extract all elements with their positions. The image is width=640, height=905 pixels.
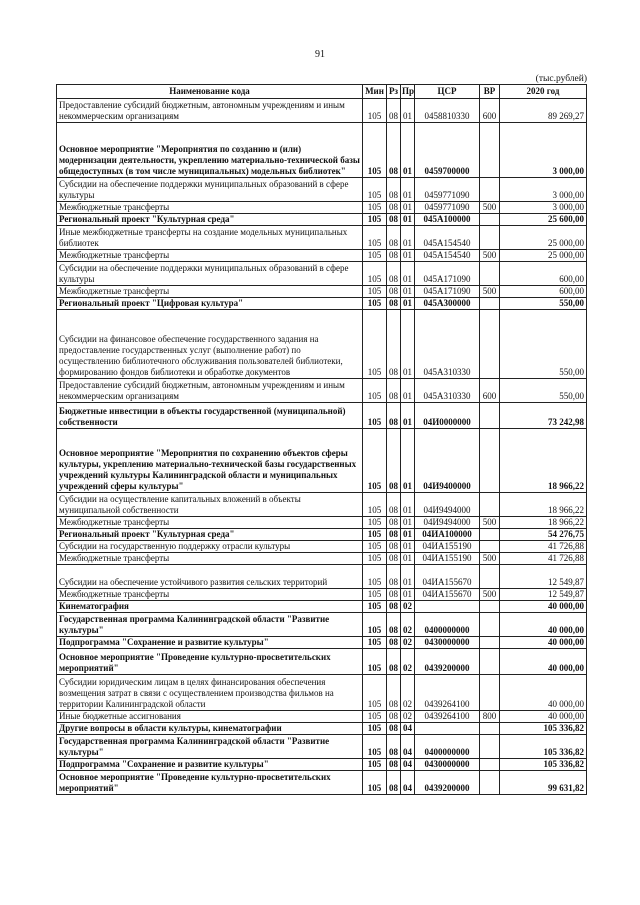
row-min: 105	[363, 675, 387, 711]
row-min: 105	[363, 403, 387, 429]
row-min: 105	[363, 493, 387, 517]
col-header-year: 2020 год	[500, 85, 587, 99]
row-vr	[480, 675, 500, 711]
table-row	[57, 565, 587, 589]
row-amount: 89 269,27	[500, 99, 587, 123]
row-amount: 12 549,87	[500, 565, 587, 589]
row-pr: 01	[401, 298, 415, 310]
row-rz: 08	[387, 517, 401, 529]
row-rz: 08	[387, 711, 401, 723]
row-csr: 0400000000	[415, 613, 480, 637]
row-vr	[480, 123, 500, 178]
col-header-name: Наименование кода	[57, 85, 363, 99]
row-pr: 04	[401, 723, 415, 735]
row-pr: 01	[401, 286, 415, 298]
row-name: Межбюджетные трансферты	[57, 517, 363, 529]
table-row	[57, 286, 587, 298]
row-rz: 08	[387, 541, 401, 553]
table-row	[57, 493, 587, 517]
row-name: Субсидии на финансовое обеспечение государственного задания на предоставление государственных услуг (выполнение работ) по осуществлению библиотечного обслуживания пользователей библиотеки, формированию фондов библиотеки и обработке документов	[57, 310, 363, 379]
row-min: 105	[363, 214, 387, 226]
col-header-vr: ВР	[480, 85, 500, 99]
row-vr: 500	[480, 589, 500, 601]
row-name: Субсидии на осуществление капитальных вложений в объекты муниципальной собственности	[57, 493, 363, 517]
row-pr: 01	[401, 214, 415, 226]
row-vr	[480, 735, 500, 759]
row-min: 105	[363, 379, 387, 403]
row-name: Бюджетные инвестиции в объекты государственной (муниципальной) собственности	[57, 403, 363, 429]
row-csr: 0430000000	[415, 637, 480, 649]
row-min: 105	[363, 649, 387, 675]
row-name: Иные межбюджетные трансферты на создание модельных муниципальных библиотек	[57, 226, 363, 250]
table-row	[57, 541, 587, 553]
row-vr: 600	[480, 99, 500, 123]
row-amount: 18 966,22	[500, 517, 587, 529]
row-pr: 02	[401, 637, 415, 649]
row-amount: 54 276,75	[500, 529, 587, 541]
row-min: 105	[363, 517, 387, 529]
row-vr: 500	[480, 202, 500, 214]
table-row	[57, 759, 587, 771]
row-pr: 01	[401, 529, 415, 541]
row-min: 105	[363, 613, 387, 637]
row-rz: 08	[387, 202, 401, 214]
row-vr	[480, 429, 500, 493]
row-amount: 550,00	[500, 310, 587, 379]
row-min: 105	[363, 723, 387, 735]
row-amount: 105 336,82	[500, 723, 587, 735]
row-amount: 3 000,00	[500, 202, 587, 214]
row-amount: 40 000,00	[500, 637, 587, 649]
row-vr	[480, 541, 500, 553]
row-amount: 40 000,00	[500, 613, 587, 637]
row-rz: 08	[387, 298, 401, 310]
row-csr: 04ИА155670	[415, 589, 480, 601]
row-vr	[480, 601, 500, 613]
row-vr: 500	[480, 250, 500, 262]
row-amount: 18 966,22	[500, 493, 587, 517]
row-amount: 3 000,00	[500, 178, 587, 202]
row-name: Межбюджетные трансферты	[57, 250, 363, 262]
row-pr: 01	[401, 517, 415, 529]
row-amount: 550,00	[500, 298, 587, 310]
row-csr: 0439200000	[415, 771, 480, 795]
row-csr: 0458810330	[415, 99, 480, 123]
row-csr: 0439264100	[415, 711, 480, 723]
row-vr	[480, 565, 500, 589]
row-pr: 01	[401, 178, 415, 202]
row-vr	[480, 771, 500, 795]
row-min: 105	[363, 601, 387, 613]
row-amount: 40 000,00	[500, 601, 587, 613]
row-pr: 01	[401, 226, 415, 250]
row-rz: 08	[387, 675, 401, 711]
row-rz: 08	[387, 723, 401, 735]
row-rz: 08	[387, 553, 401, 565]
row-csr: 0459771090	[415, 202, 480, 214]
row-vr: 500	[480, 553, 500, 565]
row-rz: 08	[387, 250, 401, 262]
row-name: Основное мероприятие "Мероприятия по созданию и (или) модернизации деятельности, укреплению материально-технической базы общедоступных (в том числе муниципальных) модельных библиотек"	[57, 123, 363, 178]
row-pr: 01	[401, 123, 415, 178]
row-pr: 01	[401, 493, 415, 517]
row-name: Кинематография	[57, 601, 363, 613]
row-rz: 08	[387, 759, 401, 771]
row-min: 105	[363, 178, 387, 202]
table-row	[57, 202, 587, 214]
row-amount: 40 000,00	[500, 675, 587, 711]
row-pr: 02	[401, 675, 415, 711]
row-rz: 08	[387, 735, 401, 759]
col-header-pr: Пр	[401, 85, 415, 99]
row-csr: 045A171090	[415, 262, 480, 286]
table-row	[57, 529, 587, 541]
table-row	[57, 553, 587, 565]
row-vr: 800	[480, 711, 500, 723]
row-rz: 08	[387, 637, 401, 649]
row-csr: 0400000000	[415, 735, 480, 759]
row-min: 105	[363, 735, 387, 759]
units-label: (тыс.рублей)	[535, 74, 587, 84]
table-row	[57, 613, 587, 637]
table-row	[57, 711, 587, 723]
row-amount: 41 726,88	[500, 541, 587, 553]
row-pr: 04	[401, 771, 415, 795]
row-rz: 08	[387, 178, 401, 202]
row-rz: 08	[387, 214, 401, 226]
row-amount: 600,00	[500, 262, 587, 286]
row-vr	[480, 723, 500, 735]
row-csr: 04И0000000	[415, 403, 480, 429]
row-min: 105	[363, 310, 387, 379]
row-name: Другие вопросы в области культуры, кинематографии	[57, 723, 363, 735]
row-pr: 02	[401, 711, 415, 723]
col-header-rz: Рз	[387, 85, 401, 99]
row-name: Субсидии юридическим лицам в целях финансирования обеспечения возмещения затрат в связи с осуществлением производства фильмов на территории Калининградской области	[57, 675, 363, 711]
row-csr: 045A154540	[415, 226, 480, 250]
row-name: Субсидии на обеспечение поддержки муниципальных образований в сфере культуры	[57, 262, 363, 286]
table-row	[57, 589, 587, 601]
row-name: Подпрограмма "Сохранение и развитие культуры"	[57, 637, 363, 649]
row-rz: 08	[387, 565, 401, 589]
budget-table	[56, 84, 587, 795]
row-pr: 02	[401, 601, 415, 613]
row-vr	[480, 637, 500, 649]
row-vr	[480, 226, 500, 250]
row-pr: 04	[401, 759, 415, 771]
row-rz: 08	[387, 262, 401, 286]
row-csr: 045A310330	[415, 379, 480, 403]
row-csr: 045A310330	[415, 310, 480, 379]
row-csr	[415, 601, 480, 613]
row-vr	[480, 262, 500, 286]
table-row	[57, 723, 587, 735]
row-pr: 01	[401, 250, 415, 262]
row-name: Предоставление субсидий бюджетным, автономным учреждениям и иным некоммерческим организациям	[57, 99, 363, 123]
row-csr: 045A171090	[415, 286, 480, 298]
row-vr	[480, 214, 500, 226]
row-rz: 08	[387, 310, 401, 379]
col-header-min: Мин	[363, 85, 387, 99]
row-min: 105	[363, 429, 387, 493]
table-row	[57, 262, 587, 286]
row-amount: 3 000,00	[500, 123, 587, 178]
row-pr: 01	[401, 403, 415, 429]
row-amount: 105 336,82	[500, 735, 587, 759]
row-name: Иные бюджетные ассигнования	[57, 711, 363, 723]
row-amount: 25 000,00	[500, 250, 587, 262]
row-amount: 25 600,00	[500, 214, 587, 226]
row-pr: 01	[401, 379, 415, 403]
row-csr: 04И9400000	[415, 429, 480, 493]
table-header-row	[57, 85, 587, 99]
row-min: 105	[363, 553, 387, 565]
row-vr	[480, 403, 500, 429]
table-row	[57, 123, 587, 178]
row-pr: 02	[401, 613, 415, 637]
row-csr: 04ИА155190	[415, 553, 480, 565]
table-body	[57, 99, 587, 795]
row-csr: 04ИА155190	[415, 541, 480, 553]
row-name: Межбюджетные трансферты	[57, 553, 363, 565]
row-csr: 04И9494000	[415, 493, 480, 517]
row-name: Субсидии на государственную поддержку отрасли культуры	[57, 541, 363, 553]
table-row	[57, 250, 587, 262]
table-row	[57, 735, 587, 759]
page-number: 91	[315, 49, 325, 60]
row-csr: 04ИА100000	[415, 529, 480, 541]
table-row	[57, 379, 587, 403]
row-name: Государственная программа Калининградской области "Развитие культуры"	[57, 613, 363, 637]
row-rz: 08	[387, 649, 401, 675]
row-name: Региональный проект "Культурная среда"	[57, 214, 363, 226]
row-rz: 08	[387, 493, 401, 517]
row-vr	[480, 310, 500, 379]
row-vr	[480, 298, 500, 310]
col-header-csr: ЦСР	[415, 85, 480, 99]
row-amount: 41 726,88	[500, 553, 587, 565]
row-name: Основное мероприятие "Проведение культурно-просветительских мероприятий"	[57, 771, 363, 795]
row-rz: 08	[387, 601, 401, 613]
row-vr	[480, 493, 500, 517]
row-pr: 01	[401, 99, 415, 123]
row-name: Предоставление субсидий бюджетным, автономным учреждениям и иным некоммерческим организациям	[57, 379, 363, 403]
row-min: 105	[363, 541, 387, 553]
row-pr: 01	[401, 262, 415, 286]
row-name: Субсидии на обеспечение устойчивого развития сельских территорий	[57, 565, 363, 589]
row-csr: 045A300000	[415, 298, 480, 310]
row-rz: 08	[387, 403, 401, 429]
row-amount: 25 000,00	[500, 226, 587, 250]
table-row	[57, 310, 587, 379]
row-csr: 0430000000	[415, 759, 480, 771]
table-row	[57, 637, 587, 649]
row-name: Субсидии на обеспечение поддержки муниципальных образований в сфере культуры	[57, 178, 363, 202]
row-rz: 08	[387, 529, 401, 541]
row-name: Межбюджетные трансферты	[57, 286, 363, 298]
row-amount: 99 631,82	[500, 771, 587, 795]
row-pr: 01	[401, 589, 415, 601]
row-pr: 01	[401, 553, 415, 565]
row-name: Региональный проект "Культурная среда"	[57, 529, 363, 541]
row-csr	[415, 723, 480, 735]
row-amount: 18 966,22	[500, 429, 587, 493]
table-row	[57, 226, 587, 250]
row-amount: 40 000,00	[500, 711, 587, 723]
row-min: 105	[363, 711, 387, 723]
row-pr: 01	[401, 202, 415, 214]
row-min: 105	[363, 99, 387, 123]
row-min: 105	[363, 202, 387, 214]
row-pr: 01	[401, 429, 415, 493]
row-name: Государственная программа Калининградской области "Развитие культуры"	[57, 735, 363, 759]
table-row	[57, 99, 587, 123]
table-row	[57, 298, 587, 310]
row-min: 105	[363, 589, 387, 601]
row-min: 105	[363, 286, 387, 298]
row-pr: 01	[401, 310, 415, 379]
row-min: 105	[363, 298, 387, 310]
row-csr: 0439200000	[415, 649, 480, 675]
row-vr: 500	[480, 286, 500, 298]
row-min: 105	[363, 250, 387, 262]
row-name: Межбюджетные трансферты	[57, 589, 363, 601]
row-name: Региональный проект "Цифровая культура"	[57, 298, 363, 310]
row-name: Межбюджетные трансферты	[57, 202, 363, 214]
row-csr: 0459771090	[415, 178, 480, 202]
row-min: 105	[363, 565, 387, 589]
row-rz: 08	[387, 379, 401, 403]
row-amount: 40 000,00	[500, 649, 587, 675]
row-min: 105	[363, 226, 387, 250]
row-name: Основное мероприятие "Проведение культурно-просветительских мероприятий"	[57, 649, 363, 675]
row-rz: 08	[387, 123, 401, 178]
row-min: 105	[363, 529, 387, 541]
row-min: 105	[363, 637, 387, 649]
row-csr: 045A100000	[415, 214, 480, 226]
table-row	[57, 649, 587, 675]
row-vr	[480, 178, 500, 202]
row-amount: 73 242,98	[500, 403, 587, 429]
table-row	[57, 403, 587, 429]
row-vr	[480, 649, 500, 675]
row-rz: 08	[387, 589, 401, 601]
row-name: Основное мероприятие "Мероприятия по сохранению объектов сферы культуры, укреплению материально-технической базы государственных учреждений культуры Калининградской области и муниципальных учреждений сферы культуры"	[57, 429, 363, 493]
row-vr	[480, 529, 500, 541]
row-min: 105	[363, 759, 387, 771]
row-min: 105	[363, 771, 387, 795]
row-csr: 04И9494000	[415, 517, 480, 529]
row-vr: 600	[480, 379, 500, 403]
row-csr: 0439264100	[415, 675, 480, 711]
row-csr: 04ИА155670	[415, 565, 480, 589]
row-rz: 08	[387, 286, 401, 298]
table-row	[57, 517, 587, 529]
table-row	[57, 675, 587, 711]
row-pr: 02	[401, 649, 415, 675]
row-vr: 500	[480, 517, 500, 529]
row-rz: 08	[387, 613, 401, 637]
row-amount: 600,00	[500, 286, 587, 298]
row-rz: 08	[387, 99, 401, 123]
row-rz: 08	[387, 226, 401, 250]
row-name: Подпрограмма "Сохранение и развитие культуры"	[57, 759, 363, 771]
row-pr: 04	[401, 735, 415, 759]
row-pr: 01	[401, 541, 415, 553]
row-min: 105	[363, 123, 387, 178]
row-amount: 12 549,87	[500, 589, 587, 601]
table-row	[57, 178, 587, 202]
row-amount: 105 336,82	[500, 759, 587, 771]
row-amount: 550,00	[500, 379, 587, 403]
row-rz: 08	[387, 429, 401, 493]
row-rz: 08	[387, 771, 401, 795]
row-csr: 0459700000	[415, 123, 480, 178]
row-min: 105	[363, 262, 387, 286]
table-row	[57, 429, 587, 493]
row-vr	[480, 613, 500, 637]
table-row	[57, 601, 587, 613]
row-pr: 01	[401, 565, 415, 589]
row-vr	[480, 759, 500, 771]
table-row	[57, 214, 587, 226]
table-row	[57, 771, 587, 795]
row-csr: 045A154540	[415, 250, 480, 262]
